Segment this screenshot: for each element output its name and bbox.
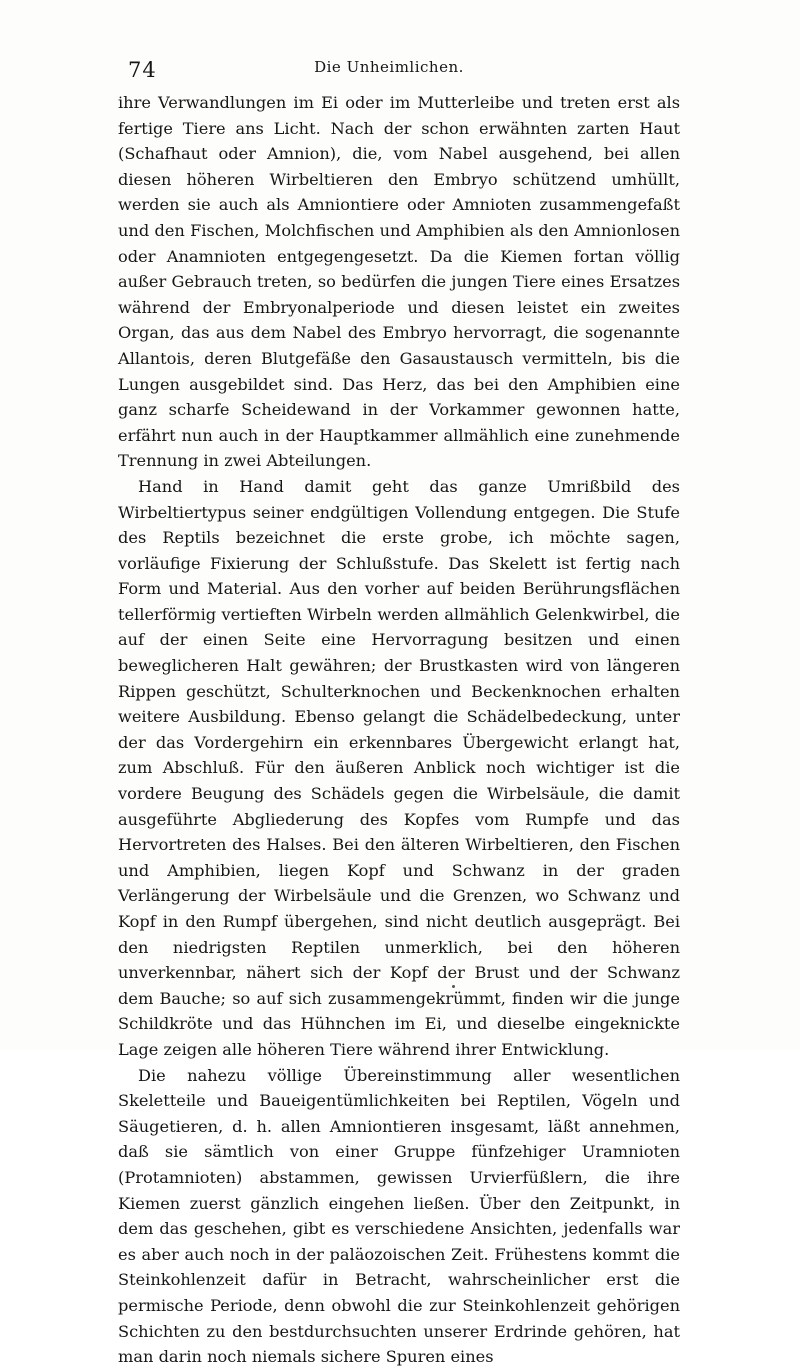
body-text: [118, 90, 680, 1370]
paragraph-3: Die nahezu völlige Übereinstimmung aller wesentlichen Skeletteile und Baueigentümlichkeiten bei Reptilen, Vögeln und Säugetieren, d. h. allen Amniontieren insgesamt, läßt annehmen, daß sie sämtlich von einer Gruppe fünfzehiger Uramnioten (Protamnioten) abstammen, gewissen Urvierfüßlern, die ihre Kiemen zuerst gänzlich eingehen ließen. Über den Zeitpunkt, in dem das geschehen, gibt es verschiedene Ansichten, jedenfalls war es aber auch noch in der paläozoischen Zeit. Frühestens kommt die Steinkohlenzeit dafür in Betracht, wahrscheinlicher erst die permische Periode, denn obwohl die zur Steinkohlenzeit gehörigen Schichten zu den bestdurchsuchten unserer Erdrinde gehören, hat man darin noch niemals sichere Spuren eines: [118, 1065, 680, 1367]
running-title: Die Unheimlichen.: [314, 58, 464, 76]
ink-speck: [452, 985, 455, 988]
page-number: 74: [128, 58, 157, 82]
paragraph-1: ihre Verwandlungen im Ei oder im Mutterleibe und treten erst als fertige Tiere ans Licht. Nach der schon erwähnten zarten Haut (Schafhaut oder Amnion), die, vom Nabel ausgehend, bei allen diesen höheren Wirbeltieren den Embryo schützend umhüllt, werden sie auch als Amniontiere oder Amnioten zusammengefaßt und den Fischen, Molchfischen und Amphibien als den Amnionlosen oder Anamnioten entgegengesetzt. Da die Kiemen fortan völlig außer Gebrauch treten, so bedürfen die jungen Tiere eines Ersatzes während der Embryonalperiode und diesen leistet ein zweites Organ, das aus dem Nabel des Embryo hervorragt, die sogenannte Allantois, deren Blutgefäße den Gasaustausch vermitteln, bis die Lungen ausgebildet sind. Das Herz, das bei den Amphibien eine ganz scharfe Scheidewand in der Vorkammer gewonnen hatte, erfährt nun auch in der Hauptkammer allmählich eine zunehmende Trennung in zwei Abteilungen.: [118, 93, 680, 471]
paragraph-2: Hand in Hand damit geht das ganze Umrißbild des Wirbeltiertypus seiner endgültigen Vollendung entgegen. Die Stufe des Reptils bezeichnet die erste grobe, ich möchte sagen, vorläufige Fixierung der Schlußstufe. Das Skelett ist fertig nach Form und Material. Aus den vorher auf beiden Berührungsflächen tellerförmig vertieften Wirbeln werden allmählich Gelenkwirbel, die auf der einen Seite eine Hervorragung besitzen und einen beweglicheren Halt gewähren; der Brustkasten wird von längeren Rippen geschützt, Schulterknochen und Beckenknochen erhalten weitere Ausbildung. Ebenso gelangt die Schädelbedeckung, unter der das Vordergehirn ein erkennbares Übergewicht erlangt hat, zum Abschluß. Für den äußeren Anblick noch wichtiger ist die vordere Beugung des Schädels gegen die Wirbelsäule, die damit ausgeführte Abgliederung des Kopfes vom Rumpfe und das Hervortreten des Halses. Bei den älteren Wirbeltieren, den Fischen und Amphibien, liegen Kopf und Schwanz in der graden Verlängerung der Wirbelsäule und die Grenzen, wo Schwanz und Kopf in den Rumpf übergehen, sind nicht deutlich ausgeprägt. Bei den niedrigsten Reptilen unmerklich, bei den höheren unverkennbar, nähert sich der Kopf der Brust und der Schwanz dem Bauche; so auf sich zusammengekrümmt, finden wir die junge Schildkröte und das Hühnchen im Ei, und dieselbe eingeknickte Lage zeigen alle höheren Tiere während ihrer Entwicklung.: [118, 476, 680, 1059]
page-header: [118, 52, 660, 82]
